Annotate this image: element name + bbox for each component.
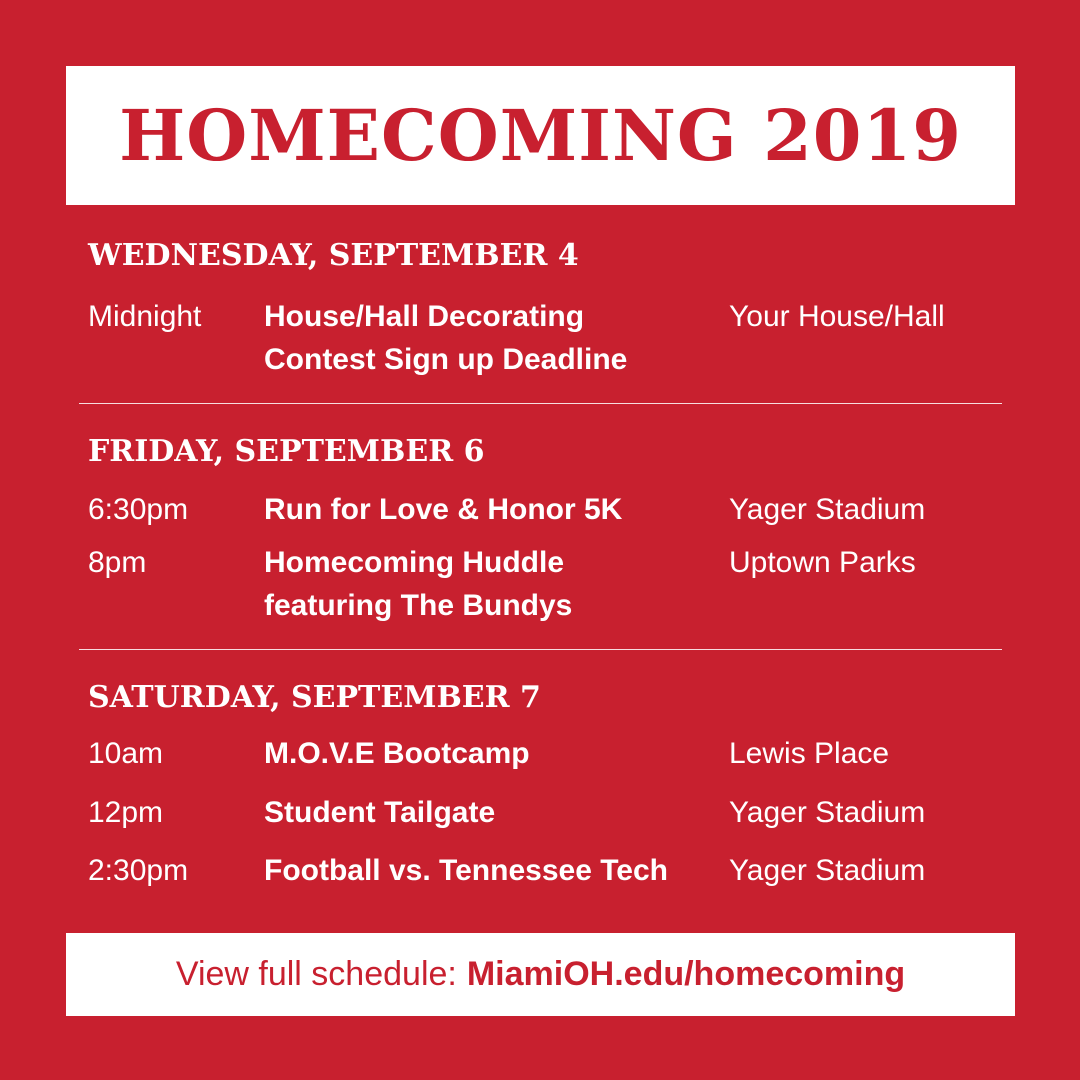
event-title-line: Football vs. Tennessee Tech: [264, 854, 669, 887]
page-title: HOMECOMING 2019: [119, 93, 962, 177]
event-location: Your House/Hall: [729, 300, 945, 333]
title-banner: [66, 66, 1015, 205]
section-divider: [79, 649, 1002, 650]
day-heading-wednesday: WEDNESDAY, SEPTEMBER 4: [88, 238, 579, 273]
event-title-line: House/Hall Decorating: [264, 300, 585, 333]
event-location: Uptown Parks: [729, 546, 916, 579]
event-title-line: Student Tailgate: [264, 796, 496, 829]
day-heading-saturday: SATURDAY, SEPTEMBER 7: [88, 680, 541, 715]
event-title-line: M.O.V.E Bootcamp: [264, 737, 530, 770]
event-time: 2:30pm: [88, 854, 189, 887]
event-time: Midnight: [88, 300, 202, 333]
event-time: 12pm: [88, 796, 164, 829]
schedule-link[interactable]: MiamiOH.edu/homecoming: [466, 955, 906, 993]
event-location: Yager Stadium: [729, 854, 926, 887]
event-time: 8pm: [88, 546, 147, 579]
event-time: 10am: [88, 737, 164, 770]
event-time: 6:30pm: [88, 493, 189, 526]
event-location: Yager Stadium: [729, 493, 926, 526]
section-divider: [79, 403, 1002, 404]
footer-prefix: View full schedule:: [175, 955, 457, 993]
event-location: Lewis Place: [729, 737, 890, 770]
footer-banner: [66, 933, 1015, 1016]
event-title-line: Contest Sign up Deadline: [264, 343, 628, 376]
event-location: Yager Stadium: [729, 796, 926, 829]
day-heading-friday: FRIDAY, SEPTEMBER 6: [88, 434, 485, 469]
event-title-line: featuring The Bundys: [264, 589, 573, 622]
event-title-line: Homecoming Huddle: [264, 546, 565, 579]
event-title-line: Run for Love & Honor 5K: [264, 493, 623, 526]
